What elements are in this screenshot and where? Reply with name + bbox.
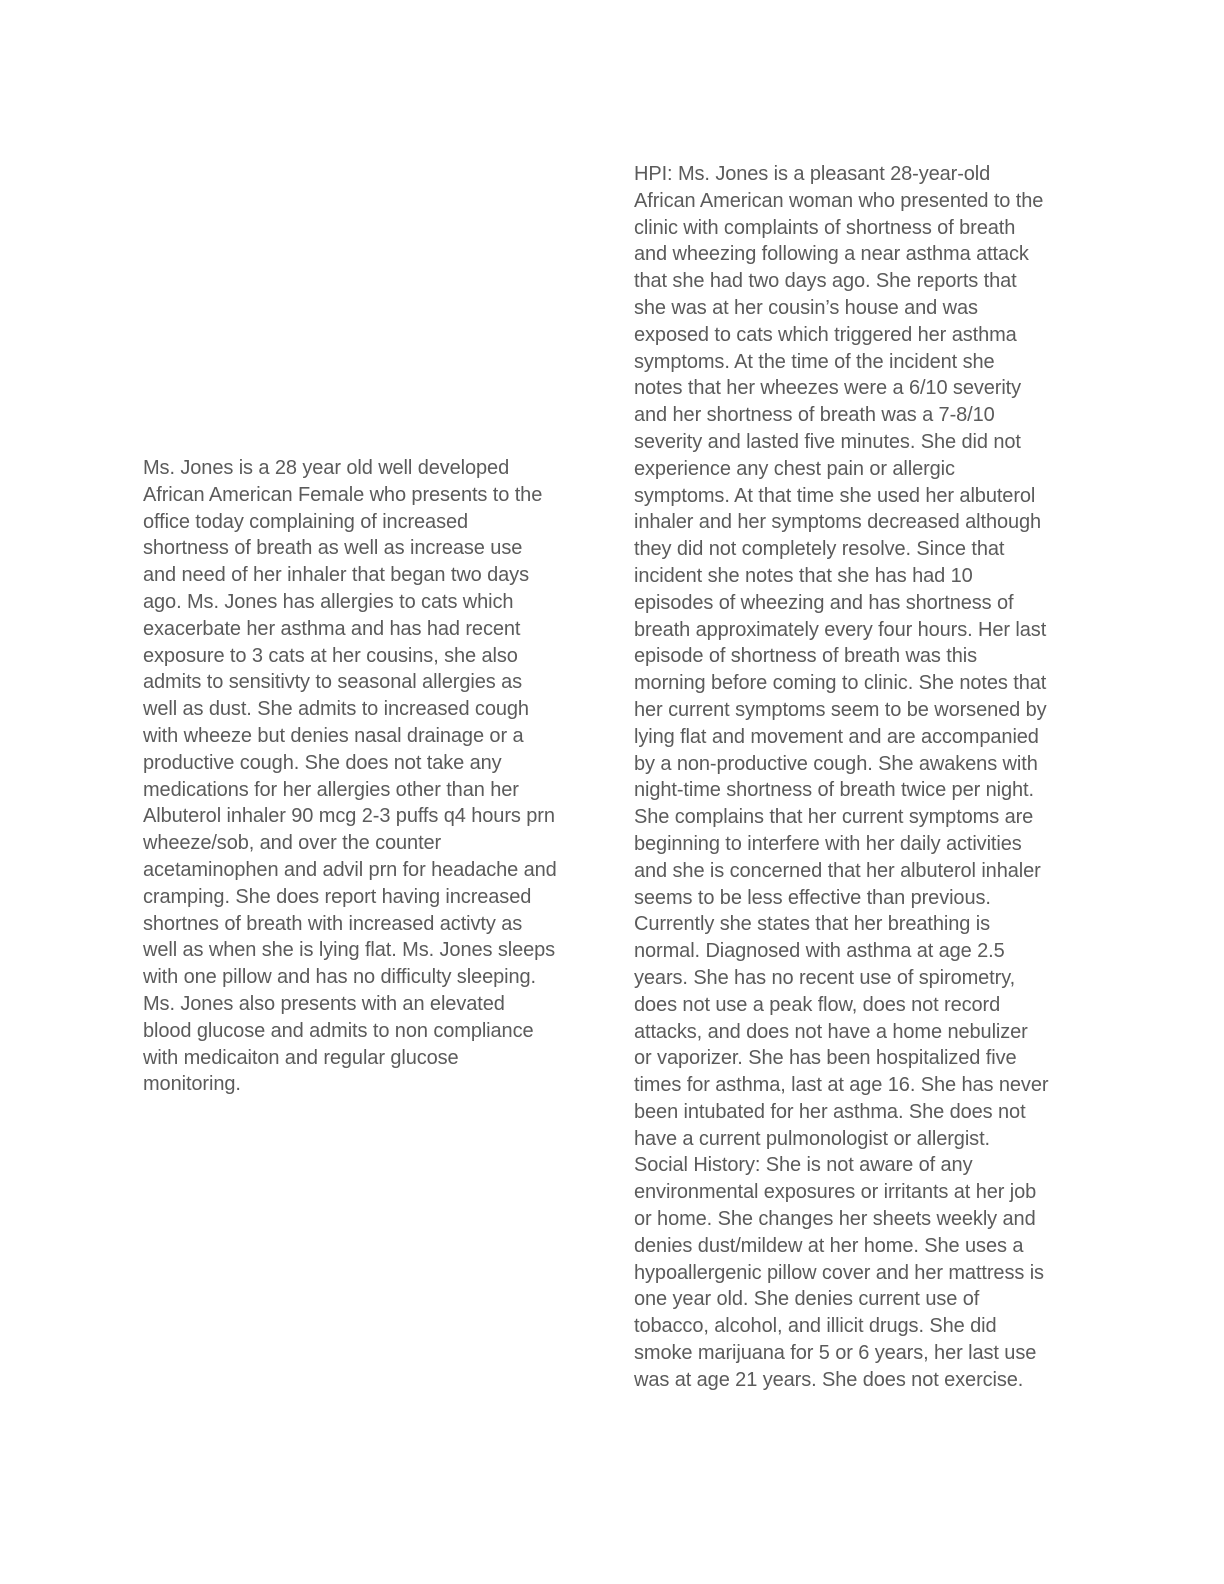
text-line: medications for her allergies other than her	[143, 778, 519, 801]
text-line: shortness of breath as well as increase use	[143, 537, 523, 560]
text-line: Currently she states that her breathing is	[634, 913, 990, 936]
text-line: or home. She changes her sheets weekly and	[634, 1208, 1036, 1231]
text-line: environmental exposures or irritants at her job	[634, 1181, 1037, 1204]
text-line: hypoallergenic pillow cover and her mattress is	[634, 1261, 1044, 1284]
text-line: night-time shortness of breath twice per night.	[634, 779, 1034, 802]
text-line: Social History: She is not aware of any	[634, 1154, 973, 1177]
text-line: clinic with complaints of shortness of breath	[634, 216, 1016, 239]
text-line: HPI: Ms. Jones is a pleasant 28-year-old	[634, 163, 991, 185]
text-line: notes that her wheezes were a 6/10 severity	[634, 377, 1022, 400]
text-line: with one pillow and has no difficulty sleeping.	[143, 966, 536, 989]
text-line: monitoring.	[143, 1073, 241, 1096]
text-line: episodes of wheezing and has shortness of	[634, 591, 1014, 614]
text-line: they did not completely resolve. Since that	[634, 538, 1005, 561]
text-line: seems to be less effective than previous.	[634, 886, 991, 909]
text-line: lying flat and movement and are accompanied	[634, 725, 1039, 748]
text-line: with wheeze but denies nasal drainage or a	[143, 724, 524, 747]
text-line: wheeze/sob, and over the counter	[143, 832, 442, 855]
text-line: Ms. Jones is a 28 year old well developed	[143, 457, 510, 479]
text-line: does not use a peak flow, does not record	[634, 993, 1001, 1016]
text-line: have a current pulmonologist or allergist.	[634, 1127, 990, 1150]
text-line: exposure to 3 cats at her cousins, she also	[143, 644, 518, 667]
text-line: been intubated for her asthma. She does not	[634, 1100, 1026, 1123]
text-line: exacerbate her asthma and has had recent	[143, 617, 521, 640]
text-line: experience any chest pain or allergic	[634, 457, 955, 480]
text-line: incident she notes that she has had 10	[634, 564, 973, 587]
text-line: and her shortness of breath was a 7-8/10	[634, 404, 995, 427]
text-line: office today complaining of increased	[143, 510, 469, 533]
hpi-paragraph	[634, 161, 1084, 1394]
text-line: episode of shortness of breath was this	[634, 645, 977, 668]
text-line: severity and lasted five minutes. She did not	[634, 430, 1021, 453]
text-line: one year old. She denies current use of	[634, 1288, 980, 1311]
text-line: breath approximately every four hours. Her last	[634, 618, 1047, 641]
text-line: and she is concerned that her albuterol inhaler	[634, 859, 1041, 882]
text-line: was at age 21 years. She does not exercise.	[634, 1368, 1024, 1391]
text-line: African American woman who presented to the	[634, 189, 1044, 212]
text-line: beginning to interfere with her daily activities	[634, 832, 1022, 855]
text-line: Ms. Jones also presents with an elevated	[143, 992, 505, 1015]
chief-complaint-paragraph	[143, 455, 593, 1098]
text-line: she was at her cousin’s house and was	[634, 296, 978, 319]
text-line: by a non-productive cough. She awakens with	[634, 752, 1038, 775]
text-line: with medicaiton and regular glucose	[143, 1046, 459, 1069]
text-line: well as when she is lying flat. Ms. Jones sleeps	[143, 939, 556, 962]
text-line: denies dust/mildew at her home. She uses a	[634, 1234, 1024, 1257]
text-line: attacks, and does not have a home nebulizer	[634, 1020, 1028, 1043]
text-line: blood glucose and admits to non compliance	[143, 1019, 534, 1042]
text-line: acetaminophen and advil prn for headache and	[143, 858, 557, 881]
text-line: that she had two days ago. She reports that	[634, 270, 1017, 293]
text-line: well as dust. She admits to increased cough	[143, 698, 529, 721]
text-line: morning before coming to clinic. She notes that	[634, 672, 1047, 695]
text-line: inhaler and her symptoms decreased although	[634, 511, 1042, 534]
text-line: symptoms. At the time of the incident she	[634, 350, 995, 373]
text-line: symptoms. At that time she used her albuterol	[634, 484, 1036, 507]
text-line: African American Female who presents to the	[143, 483, 543, 506]
text-line: Albuterol inhaler 90 mcg 2-3 puffs q4 hours prn	[143, 805, 555, 828]
text-line: shortnes of breath with increased activty as	[143, 912, 523, 935]
text-line: times for asthma, last at age 16. She has never	[634, 1074, 1049, 1097]
text-line: productive cough. She does not take any	[143, 751, 502, 774]
text-line: ago. Ms. Jones has allergies to cats which	[143, 590, 514, 613]
text-line: smoke marijuana for 5 or 6 years, her last use	[634, 1342, 1037, 1365]
text-line: exposed to cats which triggered her asthma	[634, 323, 1017, 346]
text-line: tobacco, alcohol, and illicit drugs. She did	[634, 1315, 997, 1338]
text-line: her current symptoms seem to be worsened by	[634, 698, 1047, 721]
text-line: and wheezing following a near asthma attack	[634, 243, 1029, 266]
text-line: She complains that her current symptoms are	[634, 806, 1034, 829]
text-line: or vaporizer. She has been hospitalized five	[634, 1047, 1017, 1070]
text-line: normal. Diagnosed with asthma at age 2.5	[634, 940, 1005, 963]
text-line: years. She has no recent use of spirometry,	[634, 966, 1016, 989]
text-line: admits to sensitivty to seasonal allergies as	[143, 671, 523, 694]
text-line: cramping. She does report having increased	[143, 885, 532, 908]
text-line: and need of her inhaler that began two days	[143, 564, 529, 587]
